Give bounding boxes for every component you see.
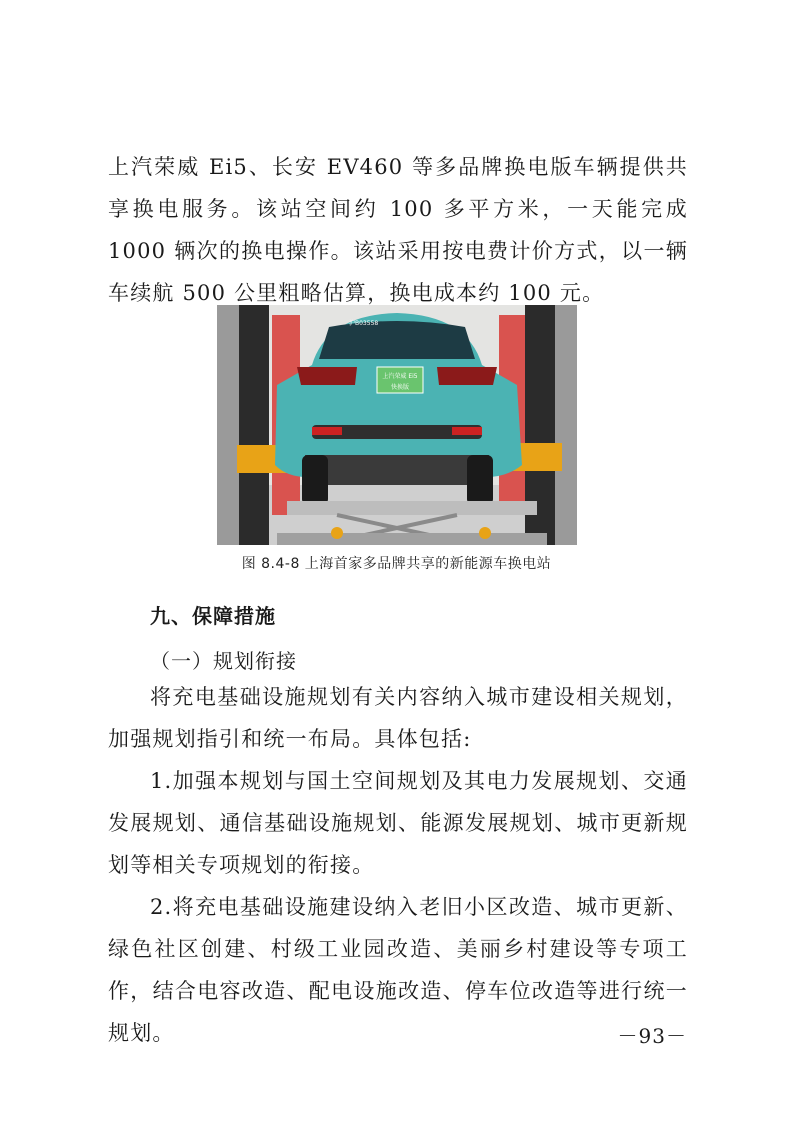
top-plate-text: 沪B03558 bbox=[349, 320, 379, 327]
intro-paragraph: 上汽荣威 Ei5、长安 EV460 等多品牌换电版车辆提供共享换电服务。该站空间约 100 多平方米，一天能完成 1000 辆次的换电操作。该站采用按电费计价方式，以一辆车续航 500 公里粗略估算，换电成本约 100 元。 bbox=[108, 155, 688, 305]
subsection-heading: （一）规划衔接 bbox=[150, 649, 297, 673]
planning-paragraph: 将充电基础设施规划有关内容纳入城市建设相关规划，加强规划指引和统一布局。具体包括: bbox=[108, 685, 688, 751]
list-item-2: 2.将充电基础设施建设纳入老旧小区改造、城市更新、绿色社区创建、村级工业园改造、美丽乡村建设等专项工作，结合电容改造、配电设施改造、停车位改造等进行统一规划。 bbox=[108, 895, 688, 1045]
page-number: －93－ bbox=[617, 1024, 687, 1048]
battery-swap-station-photo bbox=[217, 305, 577, 545]
section-heading: 九、保障措施 bbox=[150, 604, 276, 628]
plate-text-line1: 上汽荣威 Ei5 bbox=[382, 373, 418, 380]
plate-text-line2: 快换版 bbox=[390, 384, 410, 391]
figure-caption: 图 8.4-8 上海首家多品牌共享的新能源车换电站 bbox=[241, 556, 552, 572]
list-item-1: 1.加强本规划与国土空间规划及其电力发展规划、交通发展规划、通信基础设施规划、能源发展规划、城市更新规划等相关专项规划的衔接。 bbox=[108, 769, 688, 877]
